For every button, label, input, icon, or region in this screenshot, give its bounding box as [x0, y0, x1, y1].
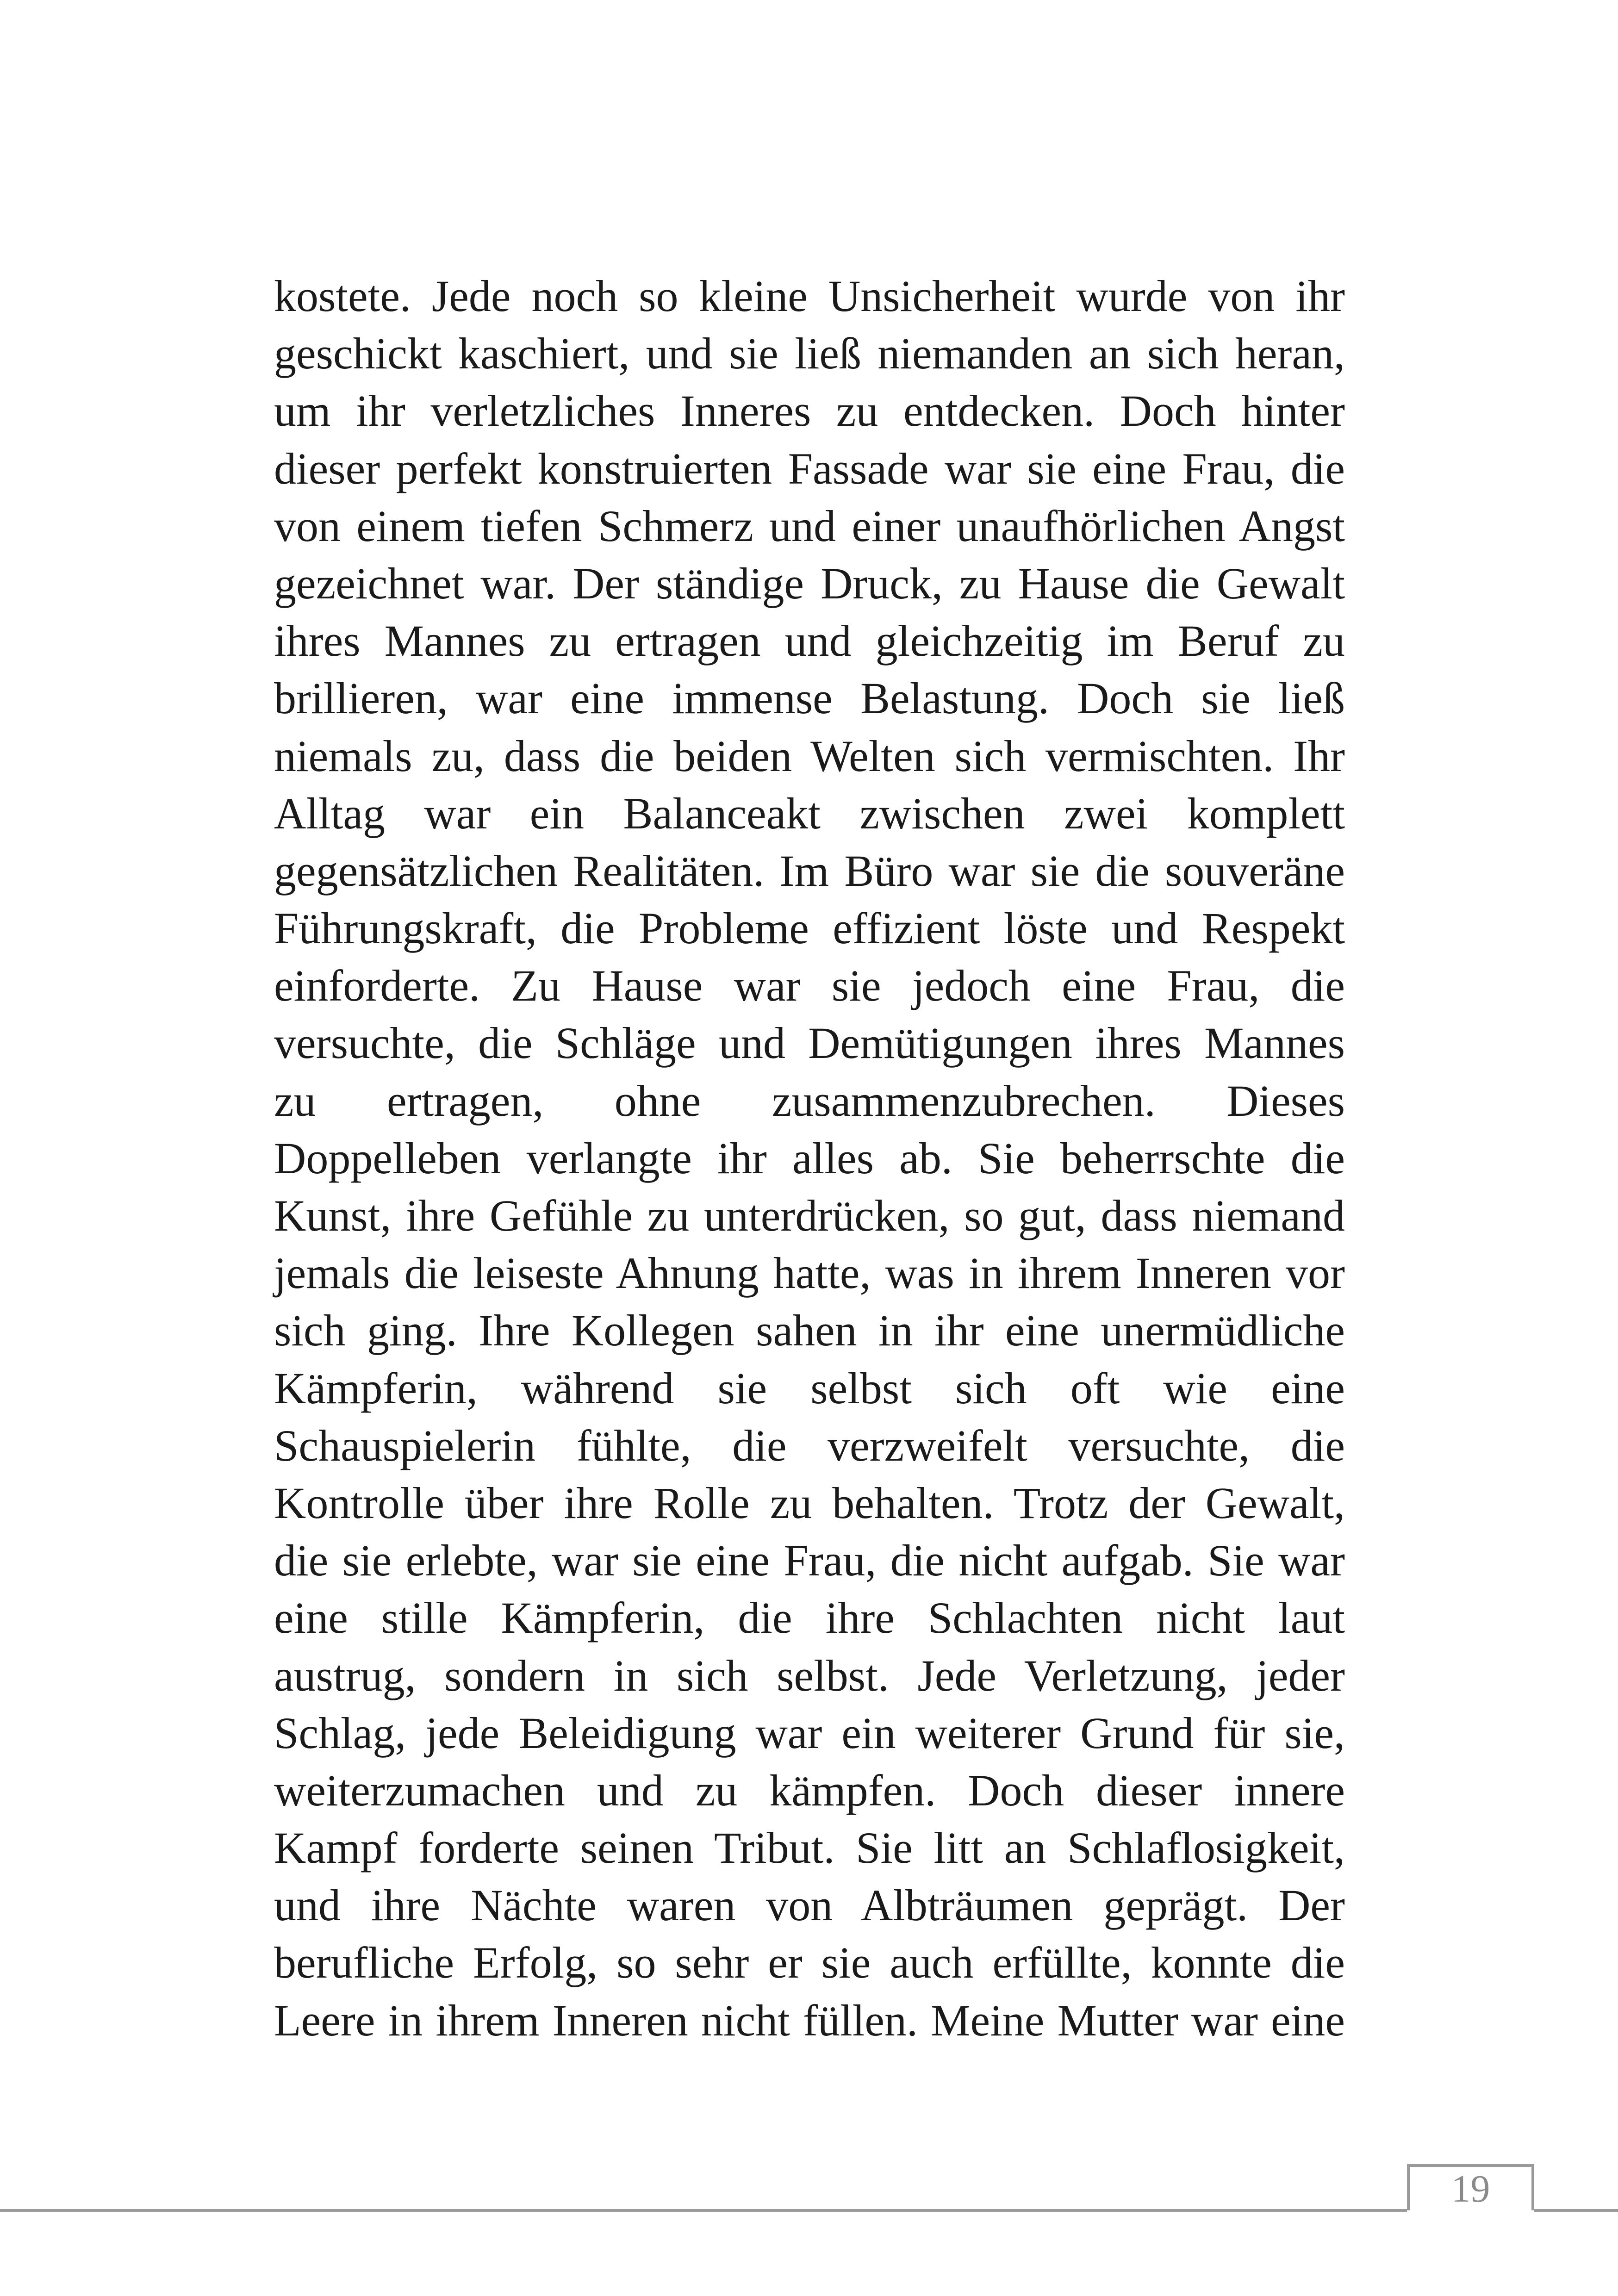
footer-rule-right	[1534, 2209, 1618, 2212]
text-line: Alltag war ein Balanceakt zwischen zwei komplett	[274, 788, 1345, 838]
text-line: weiterzumachen und zu kämpfen. Doch dieser innere	[274, 1765, 1345, 1815]
text-line: brillieren, war eine immense Belastung. Doch sie ließ	[274, 673, 1345, 723]
text-line: sich ging. Ihre Kollegen sahen in ihr eine unermüdliche	[274, 1306, 1345, 1356]
text-line: versuchte, die Schläge und Demütigungen ihres Mannes	[274, 1018, 1345, 1068]
text-line: austrug, sondern in sich selbst. Jede Verletzung, jeder	[274, 1650, 1345, 1700]
text-line: niemals zu, dass die beiden Welten sich vermischten. Ihr	[274, 731, 1345, 781]
text-line: geschickt kaschiert, und sie ließ niemanden an sich heran,	[274, 329, 1345, 379]
text-line: jemals die leiseste Ahnung hatte, was in ihrem Inneren vor	[274, 1248, 1345, 1298]
text-line: Schauspielerin fühlte, die verzweifelt versuchte, die	[274, 1420, 1345, 1470]
footer-rule-left	[0, 2209, 1407, 2212]
text-line: kostete. Jede noch so kleine Unsicherheit wurde von ihr	[274, 271, 1345, 321]
page-number: 19	[1407, 2164, 1534, 2210]
text-line: gegensätzlichen Realitäten. Im Büro war sie die souveräne	[274, 846, 1345, 896]
text-line: Leere in ihrem Inneren nicht füllen. Meine Mutter war eine	[274, 1995, 1345, 2045]
text-line: Führungskraft, die Probleme effizient löste und Respekt	[274, 903, 1345, 953]
text-line: einforderte. Zu Hause war sie jedoch eine Frau, die	[274, 961, 1345, 1011]
text-line: um ihr verletzliches Inneres zu entdecken. Doch hinter	[274, 386, 1345, 436]
text-line: zu ertragen, ohne zusammenzubrechen. Dieses	[274, 1076, 1345, 1126]
text-line: eine stille Kämpferin, die ihre Schlachten nicht laut	[274, 1593, 1345, 1643]
text-line: Kampf forderte seinen Tribut. Sie litt an Schlaflosigkeit,	[274, 1823, 1345, 1873]
body-text	[274, 268, 1345, 2049]
text-line: Kämpferin, während sie selbst sich oft wie eine	[274, 1363, 1345, 1413]
text-line: von einem tiefen Schmerz und einer unaufhörlichen Angst	[274, 501, 1345, 551]
text-line: ihres Mannes zu ertragen und gleichzeitig im Beruf zu	[274, 616, 1345, 666]
text-line: Doppelleben verlangte ihr alles ab. Sie beherrschte die	[274, 1133, 1345, 1183]
text-line: und ihre Nächte waren von Albträumen geprägt. Der	[274, 1880, 1345, 1930]
text-line: Schlag, jede Beleidigung war ein weiterer Grund für sie,	[274, 1708, 1345, 1758]
text-line: die sie erlebte, war sie eine Frau, die nicht aufgab. Sie war	[274, 1536, 1345, 1586]
text-line: dieser perfekt konstruierten Fassade war sie eine Frau, die	[274, 443, 1345, 493]
text-line: Kunst, ihre Gefühle zu unterdrücken, so gut, dass niemand	[274, 1191, 1345, 1240]
text-line: Kontrolle über ihre Rolle zu behalten. Trotz der Gewalt,	[274, 1478, 1345, 1528]
text-line: gezeichnet war. Der ständige Druck, zu Hause die Gewalt	[274, 558, 1345, 608]
text-line: berufliche Erfolg, so sehr er sie auch erfüllte, konnte die	[274, 1938, 1345, 1988]
